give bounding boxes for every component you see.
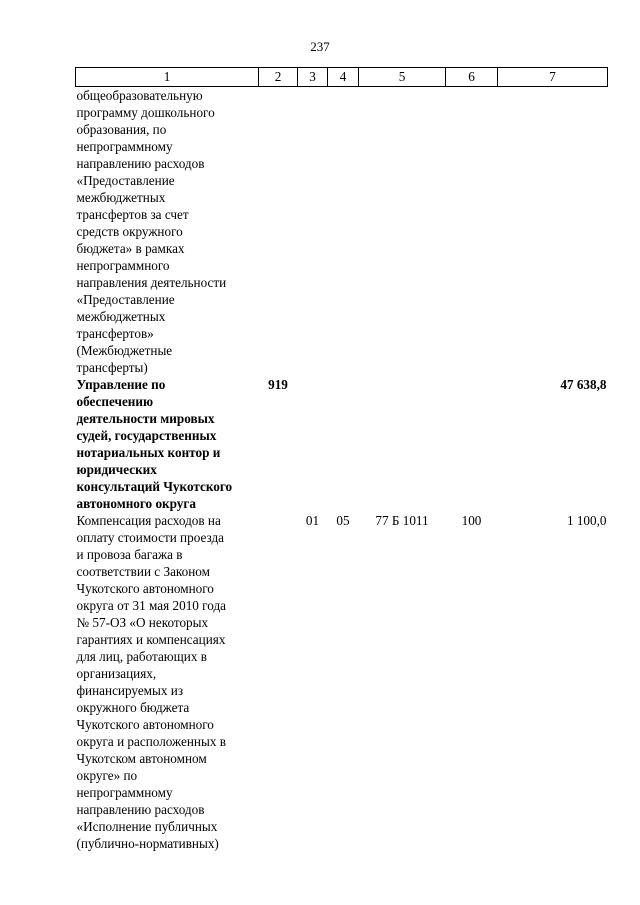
row-name-cell (76, 512, 259, 852)
row-name-line: оплату стоимости проезда (76, 530, 225, 545)
row-name-line: (Межбюджетные (76, 343, 173, 358)
row-name-line: округе» по (76, 768, 138, 783)
row-name-line: направлению расходов (76, 802, 205, 817)
header-col-7: 7 (498, 68, 608, 87)
row-name-line: юридических (76, 462, 157, 477)
section-cell (298, 376, 328, 512)
row-name-line: гарантиях и компенсациях (76, 632, 226, 647)
subsection-cell (328, 87, 359, 377)
row-name-line: № 57-ОЗ «О некоторых (76, 615, 209, 630)
row-name-line: округа от 31 мая 2010 года (76, 598, 227, 613)
row-name-line: консультаций Чукотского (76, 479, 233, 494)
subsection-cell (328, 376, 359, 512)
row-name-line: окружного бюджета (76, 700, 190, 715)
row-name-line: нотариальных контор и (76, 445, 221, 460)
table-row (76, 376, 608, 512)
row-name-line: межбюджетных (76, 309, 166, 324)
row-name-line: и провоза багажа в (76, 547, 183, 562)
row-name-cell (76, 87, 259, 377)
section-cell (298, 87, 328, 377)
page-number: 237 (310, 39, 330, 54)
row-name-line: программу дошкольного (76, 105, 215, 120)
table-row (76, 87, 608, 377)
row-name-line: соответствии с Законом (76, 564, 210, 579)
row-name-line: для лиц, работающих в (76, 649, 207, 664)
admin-code-cell: 919 (268, 377, 288, 392)
row-name-line: (публично-нормативных) (76, 836, 219, 851)
expense-type-cell (446, 87, 498, 377)
budget-table (75, 67, 608, 852)
row-name-line: межбюджетных (76, 190, 166, 205)
row-name-cell (76, 376, 259, 512)
row-name-line: автономного округа (76, 496, 196, 511)
header-row (76, 68, 608, 87)
row-name-line: Управление по (76, 377, 166, 392)
row-name-line: Компенсация расходов на (76, 513, 221, 528)
header-col-6: 6 (446, 68, 498, 87)
row-name-line: трансферты) (76, 360, 148, 375)
header-col-4: 4 (328, 68, 359, 87)
row-name-line: непрограммного (76, 258, 170, 273)
row-name-line: «Предоставление (76, 173, 175, 188)
section-cell: 01 (305, 513, 320, 528)
header-col-2: 2 (259, 68, 298, 87)
target-article-cell (359, 87, 446, 377)
row-name-line: Чукотском автономном (76, 751, 207, 766)
target-article-cell: 77 Б 1011 (375, 513, 429, 528)
amount-cell: 47 638,8 (560, 377, 607, 392)
amount-cell: 1 100,0 (566, 513, 607, 528)
row-name-line: обеспечению (76, 394, 154, 409)
row-name-line: направлению расходов (76, 156, 205, 171)
subsection-cell: 05 (336, 513, 350, 528)
row-name-line: общеобразовательную (76, 88, 203, 103)
admin-code-cell (259, 87, 298, 377)
table-body (76, 87, 608, 853)
row-name-line: трансфертов» (76, 326, 154, 341)
table-header (76, 68, 608, 87)
header-col-5: 5 (359, 68, 446, 87)
header-col-1: 1 (76, 68, 259, 87)
target-article-cell (359, 376, 446, 512)
row-name-line: деятельности мировых (76, 411, 215, 426)
row-name-line: финансируемых из (76, 683, 184, 698)
amount-cell (498, 87, 608, 377)
row-name-line: образования, по (76, 122, 167, 137)
row-name-line: непрограммному (76, 785, 173, 800)
row-name-line: «Предоставление (76, 292, 175, 307)
row-name-line: Чукотского автономного (76, 581, 214, 596)
row-name-line: бюджета» в рамках (76, 241, 185, 256)
admin-code-cell (259, 512, 298, 852)
row-name-line: округа и расположенных в (76, 734, 226, 749)
expense-type-cell (446, 376, 498, 512)
row-name-line: трансфертов за счет (76, 207, 189, 222)
row-name-line: организациях, (76, 666, 157, 681)
header-col-3: 3 (298, 68, 328, 87)
row-name-line: судей, государственных (76, 428, 217, 443)
table-row (76, 512, 608, 852)
row-name-line: средств окружного (76, 224, 183, 239)
row-name-line: непрограммному (76, 139, 173, 154)
row-name-line: направления деятельности (76, 275, 227, 290)
expense-type-cell: 100 (461, 513, 482, 528)
row-name-line: Чукотского автономного (76, 717, 214, 732)
row-name-line: «Исполнение публичных (76, 819, 218, 834)
